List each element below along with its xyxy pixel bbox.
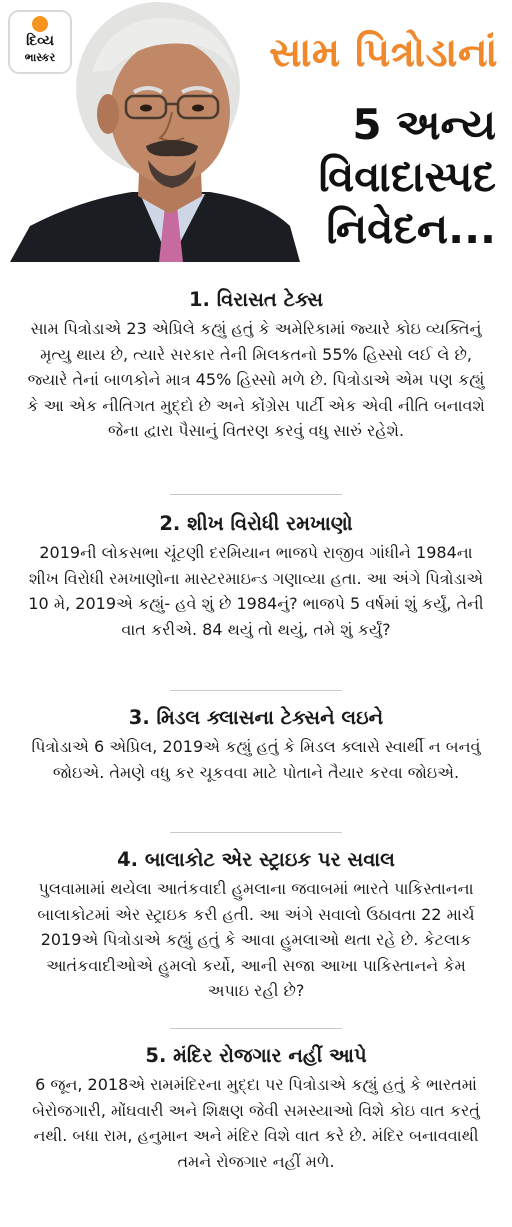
statement-section-2	[24, 510, 488, 642]
headline-line2: 5 અન્ય	[352, 100, 496, 149]
logo-text-line1: દિવ્ય	[26, 33, 54, 49]
section-heading: 4. બાલાકોટ એર સ્ટ્રાઇક પર સવાલ	[117, 848, 395, 871]
section-body: પુલવામામાં થયેલા આતંકવાદી હુમલાના જવાબમાં ભારતે પાકિસ્તાનના બાલાકોટમાં એર સ્ટ્રાઇક કરી હતી. આ અંગે સવાલો ઉઠાવતા 22 માર્ચ 2019એ પિત્રોડાએ કહ્યું હતું કે આવા હુમલાઓ થતા રહે છે. કેટલાક આતંકવાદીઓએ હુમલો કર્યો, આની સજા આખા પાકિસ્તાનને કેમ અપાઇ રહી છે?	[37, 879, 475, 1000]
header	[0, 0, 512, 262]
sun-icon	[32, 16, 48, 32]
section-body: સામ પિત્રોડાએ 23 એપ્રિલે કહ્યું હતું કે અમેરિકામાં જ્યારે કોઇ વ્યક્તિનું મૃત્યુ થાય છે, ત્યારે સરકાર તેની મિલકતનો 55% હિસ્સો લઈ લે છે, જ્યારે તેનાં બાળકોને માત્ર 45% હિસ્સો મળે છે. પિત્રોડાએ એમ પણ કહ્યું કે આ એક નીતિગત મુદ્દો છે અને કોંગ્રેસ પાર્ટી એક એવી નીતિ બનાવશે જેના દ્વારા પૈસાનું વિતરણ કરવું વધુ સારું રહેશે.	[27, 319, 485, 440]
brand-logo	[10, 12, 70, 72]
statement-section-3	[24, 704, 488, 785]
divider	[170, 832, 342, 833]
section-heading: 3. મિડલ ક્લાસના ટેક્સને લઇને	[128, 706, 384, 729]
logo-text-line2: ભાસ્કર	[24, 51, 56, 64]
statements-list	[0, 262, 512, 1227]
headline-line3: વિવાદાસ્પદ	[318, 152, 496, 201]
headline-line4: નિવેદન...	[326, 204, 496, 253]
divider	[170, 690, 342, 691]
statement-section-4	[24, 846, 488, 1004]
section-body: 2019ની લોકસભા ચૂંટણી દરમિયાન ભાજપે રાજીવ ગાંધીને 1984ના શીખ વિરોધી રમખાણોના માસ્ટરમાઇન્ડ ગણાવ્યા હતા. આ અંગે પિત્રોડાએ 10 મે, 2019એ કહ્યું- હવે શું છે 1984નું? ભાજપે 5 વર્ષમાં શું કર્યું, તેની વાત કરીએ. 84 થયું તો થયું, તમે શું કર્યું?	[28, 543, 484, 639]
headline-name: સામ પિત્રોડાનાં	[269, 30, 498, 76]
section-body: 6 જૂન, 2018એ રામમંદિરના મુદ્દા પર પિત્રોડાએ કહ્યું હતું કે ભારતમાં બેરોજગારી, મોંઘવારી અને શિક્ષણ જેવી સમસ્યાઓ વિશે કોઇ વાત કરતું નથી. બધા રામ, હનુમાન અને મંદિર વિશે વાત કરે છે. મંદિર બનાવવાથી તમને રોજગાર નહીં મળે.	[32, 1075, 480, 1171]
statement-section-5	[24, 1042, 488, 1174]
statement-section-1	[24, 286, 488, 444]
section-heading: 1. વિરાસત ટેક્સ	[188, 288, 324, 311]
section-body: પિત્રોડાએ 6 એપ્રિલ, 2019એ કહ્યું હતું કે મિડલ ક્લાસે સ્વાર્થી ન બનવું જોઇએ. તેમણે વધુ કર ચૂકવવા માટે પોતાને તૈયાર કરવા જોઇએ.	[31, 737, 481, 782]
section-heading: 5. મંદિર રોજગાર નહીં આપે	[145, 1044, 367, 1067]
divider	[170, 1028, 342, 1029]
section-heading: 2. શીખ વિરોધી રમખાણો	[159, 512, 353, 535]
divider	[170, 494, 342, 495]
